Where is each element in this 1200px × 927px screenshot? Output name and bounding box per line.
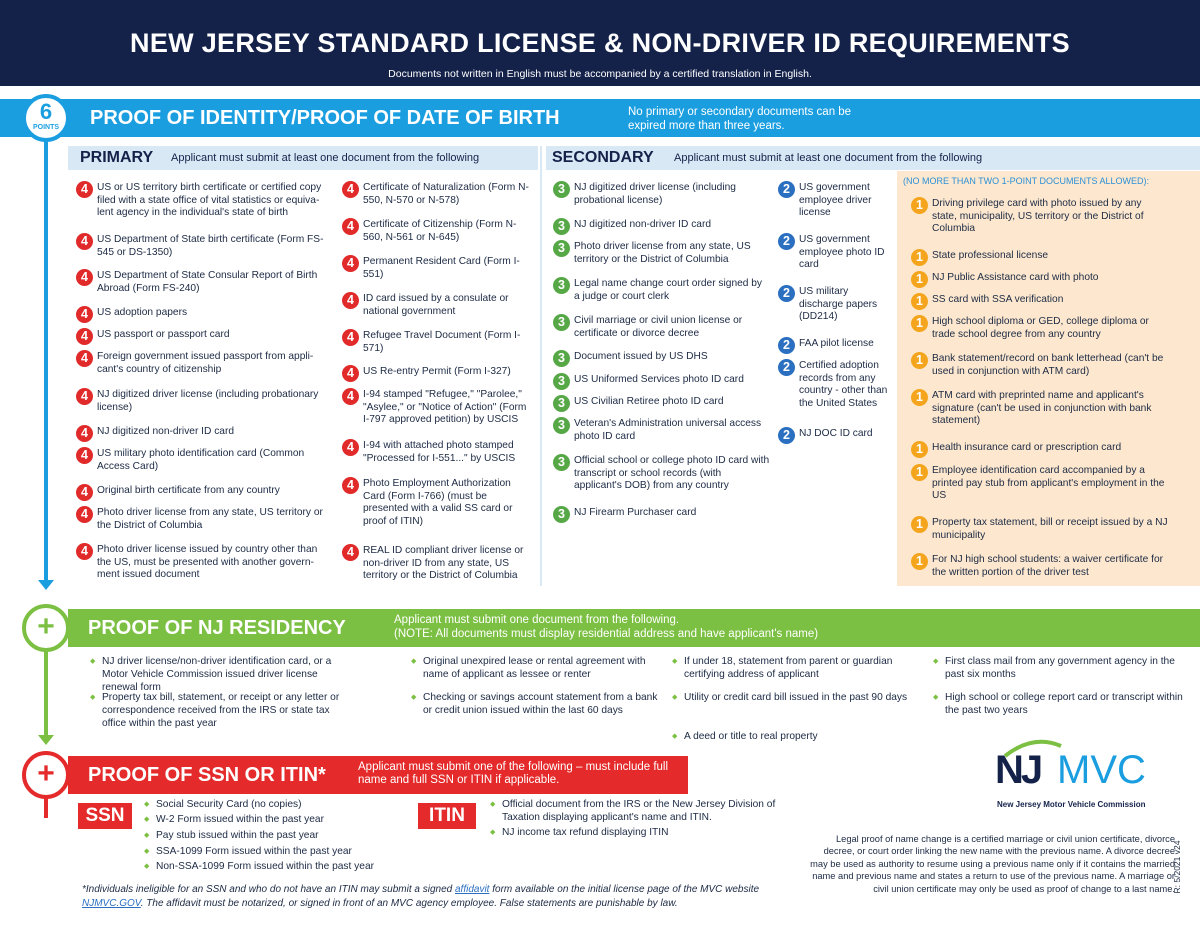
document-item: State professional license — [932, 250, 1049, 261]
document-item: US adoption papers — [97, 307, 188, 318]
points-badge-icon: 1 — [911, 293, 928, 310]
points-badge-icon: 1 — [911, 464, 928, 481]
points-badge-icon: 3 — [553, 277, 570, 294]
document-item: REAL ID compliant driver license or non-driver ID from any state, US territory or the District of Columbia — [363, 545, 524, 581]
list-item: ◆ Checking or savings account statement from a bank or credit union issued within the last 60 days — [423, 691, 663, 717]
points-badge-icon: 4 — [76, 233, 93, 250]
revision: R: 5/2021 v24 — [1172, 840, 1182, 894]
points-badge-icon: 4 — [342, 477, 359, 494]
ssn-plus-circle — [22, 751, 70, 799]
document-item: NJ DOC ID card — [799, 428, 873, 439]
document-item: Photo driver license from any state, US territory or the District of Columbia — [97, 507, 323, 531]
logo-nj: NJ — [995, 748, 1041, 792]
document-item: Certificate of Naturalization (Form N-550, N-570 or N-578) — [363, 182, 529, 206]
document-item: US or US territory birth certificate or certified copy filed with a state office of vital statistics or equiva- lent agency in the individual's state of birth — [97, 182, 322, 218]
document-item: Bank statement/record on bank letterhead (can't be used in conjunction with ATM card) — [932, 353, 1164, 377]
points-value: 6 — [39, 99, 53, 124]
points-badge-icon: 3 — [553, 314, 570, 331]
points-badge-icon: 3 — [553, 506, 570, 523]
points-badge-icon: 4 — [76, 484, 93, 501]
document-item: NJ digitized non-driver ID card — [574, 219, 712, 230]
document-item: Official school or college photo ID card with transcript or school records (with applicant's DOB) from any country — [574, 455, 770, 491]
document-item: Photo Employment Authorization Card (Form I-766) (must be presented with a valid SS card or proof of ITIN) — [363, 478, 513, 527]
points-badge-icon: 3 — [553, 240, 570, 257]
residency-connector — [44, 650, 48, 740]
document-item: Property tax statement, bill or receipt issued by a NJ municipality — [932, 517, 1168, 541]
points-badge-icon: 4 — [76, 328, 93, 345]
list-item: ◆ First class mail from any government agency in the past six months — [945, 655, 1185, 681]
points-label: POINTS — [32, 124, 60, 131]
document-item: Certified adoption records from any country - other than the United States — [799, 360, 888, 409]
identity-bar — [0, 99, 1200, 137]
points-badge-icon: 4 — [76, 543, 93, 560]
document-item: Original birth certificate from any country — [97, 485, 280, 496]
points-badge-icon: 4 — [342, 388, 359, 405]
document-item: Photo driver license issued by country other than the US, must be presented with another govern- ment issued document — [97, 544, 318, 580]
secondary-label: SECONDARY — [552, 149, 654, 166]
residency-note-2: (NOTE: All documents must display residential address and have applicant's name) — [394, 628, 819, 640]
list-item: ◆ A deed or title to real property — [684, 730, 924, 743]
document-item: ID card issued by a consulate or national government — [363, 293, 509, 317]
residency-arrow — [38, 735, 54, 745]
document-item: US military photo identification card (Common Access Card) — [97, 448, 305, 472]
list-item: ◆ If under 18, statement from parent or guardian certifying address of applicant — [684, 655, 924, 681]
points-badge-icon: 4 — [342, 439, 359, 456]
points-badge-icon: 1 — [911, 197, 928, 214]
points-badge-icon: 1 — [911, 315, 928, 332]
document-item: US passport or passport card — [97, 329, 230, 340]
points-badge-icon: 1 — [911, 271, 928, 288]
document-item: NJ Public Assistance card with photo — [932, 272, 1099, 283]
points-badge-icon: 3 — [553, 218, 570, 235]
document-item: Permanent Resident Card (Form I-551) — [363, 256, 520, 280]
points-circle — [22, 94, 70, 142]
page-title: NEW JERSEY STANDARD LICENSE & NON-DRIVER ID REQUIREMENTS — [130, 28, 1070, 58]
points-badge-icon: 2 — [778, 285, 795, 302]
document-item: NJ digitized driver license (including probational license) — [574, 182, 736, 206]
document-item: For NJ high school students: a waiver certificate for the written portion of the driver test — [932, 554, 1164, 578]
points-badge-icon: 4 — [342, 329, 359, 346]
points-badge-icon: 1 — [911, 441, 928, 458]
document-item: Employee identification card accompanied by a printed pay stub from applicant's employment in the US — [932, 465, 1165, 501]
residency-title: PROOF OF NJ RESIDENCY — [88, 617, 346, 639]
page-header — [0, 0, 1200, 86]
page-subtitle: Documents not written in English must be accompanied by a certified translation in English. — [388, 68, 812, 80]
list-item: ◆ W-2 Form issued within the past year — [156, 813, 406, 826]
points-badge-icon: 2 — [778, 233, 795, 250]
list-item: ◆ NJ driver license/non-driver identification card, or a Motor Vehicle Commission issued driver license renewal form — [102, 655, 342, 694]
document-item: Civil marriage or civil union license or certificate or divorce decree — [574, 315, 743, 339]
list-item: ◆ Official document from the IRS or the New Jersey Division of Taxation displaying applicant's name and ITIN. — [502, 798, 782, 824]
document-item: US military discharge papers (DD214) — [799, 286, 878, 322]
points-badge-icon: 1 — [911, 553, 928, 570]
points-badge-icon: 2 — [778, 337, 795, 354]
ssn-plus: + — [37, 757, 55, 790]
document-item: I-94 with attached photo stamped "Processed for I-551..." by USCIS — [363, 440, 516, 464]
document-item: SS card with SSA verification — [932, 294, 1064, 305]
residency-bar — [68, 609, 1200, 647]
identity-connector — [44, 135, 48, 585]
points-badge-icon: 3 — [553, 395, 570, 412]
footnote-text-c: . The affidavit must be notarized, or signed in front of an MVC agency employee. False statements are punishable by law. — [140, 898, 678, 909]
points-badge-icon: 3 — [553, 454, 570, 471]
ssn-label-box — [78, 803, 132, 829]
points-badge-icon: 4 — [342, 544, 359, 561]
points-badge-icon: 3 — [553, 373, 570, 390]
document-item: Veteran's Administration universal access photo ID card — [574, 418, 762, 442]
document-item: US Civilian Retiree photo ID card — [574, 396, 724, 407]
points-badge-icon: 4 — [342, 255, 359, 272]
list-item: ◆ Utility or credit card bill issued in the past 90 days — [684, 691, 924, 704]
document-item: NJ Firearm Purchaser card — [574, 507, 697, 518]
document-item: Photo driver license from any state, US territory or the District of Columbia — [574, 241, 751, 265]
affidavit-link[interactable]: affidavit — [455, 884, 490, 895]
points-badge-icon: 2 — [778, 359, 795, 376]
document-item: US government employee photo ID card — [799, 234, 885, 270]
list-item: ◆ Social Security Card (no copies) — [156, 798, 406, 811]
list-item: ◆ High school or college report card or transcript within the past two years — [945, 691, 1185, 717]
points-badge-icon: 3 — [553, 350, 570, 367]
primary-label: PRIMARY — [80, 149, 154, 166]
itin-label: ITIN — [429, 805, 465, 826]
document-item: US Re-entry Permit (Form I-327) — [363, 366, 511, 377]
identity-note: No primary or secondary documents can be expired more than three years. — [628, 106, 852, 132]
ssn-footnote — [82, 883, 802, 911]
document-item: Document issued by US DHS — [574, 351, 708, 362]
points-badge-icon: 4 — [342, 181, 359, 198]
points-badge-icon: 1 — [911, 352, 928, 369]
points-badge-icon: 4 — [342, 365, 359, 382]
residency-note-1: Applicant must submit one document from the following. — [394, 614, 680, 626]
points-badge-icon: 3 — [553, 181, 570, 198]
document-item: US Department of State birth certificate (Form FS-545 or DS-1350) — [97, 234, 324, 258]
document-item: US Department of State Consular Report of Birth Abroad (Form FS-240) — [97, 270, 318, 294]
points-badge-icon: 1 — [911, 389, 928, 406]
list-item: ◆ NJ income tax refund displaying ITIN — [502, 826, 782, 839]
points-badge-icon: 4 — [342, 218, 359, 235]
document-item: US Uniformed Services photo ID card — [574, 374, 744, 385]
points-badge-icon: 4 — [76, 506, 93, 523]
list-item: ◆ Property tax bill, statement, or receipt or any letter or correspondence received from the IRS or state tax office within the past year — [102, 691, 342, 730]
ssn-label: SSN — [85, 805, 125, 826]
identity-arrow — [38, 580, 54, 590]
logo-tagline: New Jersey Motor Vehicle Commission — [997, 800, 1146, 809]
document-item: I-94 stamped "Refugee," "Parolee," "Asylee," or "Notice of Action" (Form I-797 approved petition) by USCIS — [363, 389, 527, 425]
list-item: ◆ Original unexpired lease or rental agreement with name of applicant as lessee or renter — [423, 655, 663, 681]
document-item: High school diploma or GED, college diploma or trade school degree from any country — [932, 316, 1149, 340]
njmvc-link[interactable]: NJMVC.GOV — [82, 898, 141, 909]
document-item: NJ digitized driver license (including probationary license) — [97, 389, 319, 413]
points-badge-icon: 4 — [76, 269, 93, 286]
document-item: Refugee Travel Document (Form I-571) — [363, 330, 521, 354]
list-item: ◆ Non-SSA-1099 Form issued within the past year — [156, 860, 406, 873]
document-item: Legal name change court order signed by a judge or court clerk — [574, 278, 763, 302]
primary-note: Applicant must submit at least one document from the following — [171, 152, 480, 164]
points-badge-icon: 4 — [76, 425, 93, 442]
list-item: ◆ SSA-1099 Form issued within the past year — [156, 845, 406, 858]
points-badge-icon: 4 — [342, 292, 359, 309]
document-item: Health insurance card or prescription card — [932, 442, 1122, 453]
footnote-text-b: form available on the initial license page of the MVC website — [489, 884, 760, 895]
secondary-header — [546, 146, 1200, 170]
points-badge-icon: 4 — [76, 447, 93, 464]
document-item: ATM card with preprinted name and applicant's signature (can't be used in conjunction with bank statement) — [932, 390, 1152, 426]
points-badge-icon: 2 — [778, 181, 795, 198]
one-point-header: (NO MORE THAN TWO 1-POINT DOCUMENTS ALLOWED): — [903, 176, 1150, 186]
document-item: FAA pilot license — [799, 338, 874, 349]
document-item: Certificate of Citizenship (Form N-560, N-561 or N-645) — [363, 219, 517, 243]
list-item: ◆ Pay stub issued within the past year — [156, 829, 406, 842]
document-item: US government employee driver license — [799, 182, 872, 218]
itin-label-box — [418, 803, 476, 829]
document-item: NJ digitized non-driver ID card — [97, 426, 235, 437]
points-badge-icon: 4 — [76, 388, 93, 405]
secondary-note: Applicant must submit at least one document from the following — [674, 152, 983, 164]
primary-divider — [540, 146, 542, 586]
points-badge-icon: 4 — [76, 306, 93, 323]
residency-plus: + — [37, 610, 55, 643]
identity-title: PROOF OF IDENTITY/PROOF OF DATE OF BIRTH — [90, 107, 560, 129]
points-badge-icon: 4 — [76, 181, 93, 198]
njmvc-logo — [995, 748, 1180, 818]
document-item: Driving privilege card with photo issued by any state, municipality, US territory or the District of Columbia — [932, 198, 1144, 234]
legal-note: Legal proof of name change is a certified marriage or civil union certificate, divorce decree, or court order linking the new name with the previous name. A divorce decree may be used as authority to resume using a previous name only if it contains the married name and previous name and states a return to use of the previous name. A marriage or civil union certificate may only be used as proof of change to a last name. — [810, 834, 1175, 894]
ssn-bar — [68, 756, 688, 794]
points-badge-icon: 3 — [553, 417, 570, 434]
footnote-text-a: *Individuals ineligible for an SSN and who do not have an ITIN may submit a signed — [82, 884, 455, 895]
primary-header — [68, 146, 538, 170]
residency-plus-circle — [22, 604, 70, 652]
points-badge-icon: 1 — [911, 516, 928, 533]
document-item: Foreign government issued passport from appli- cant's country of citizenship — [97, 351, 314, 375]
points-badge-icon: 4 — [76, 350, 93, 367]
ssn-note: Applicant must submit one of the following – must include full name and full SSN or ITIN if applicable. — [358, 761, 669, 786]
points-badge-icon: 1 — [911, 249, 928, 266]
logo-mvc: MVC — [1057, 748, 1146, 792]
points-badge-icon: 2 — [778, 427, 795, 444]
ssn-title: PROOF OF SSN OR ITIN* — [88, 764, 326, 786]
